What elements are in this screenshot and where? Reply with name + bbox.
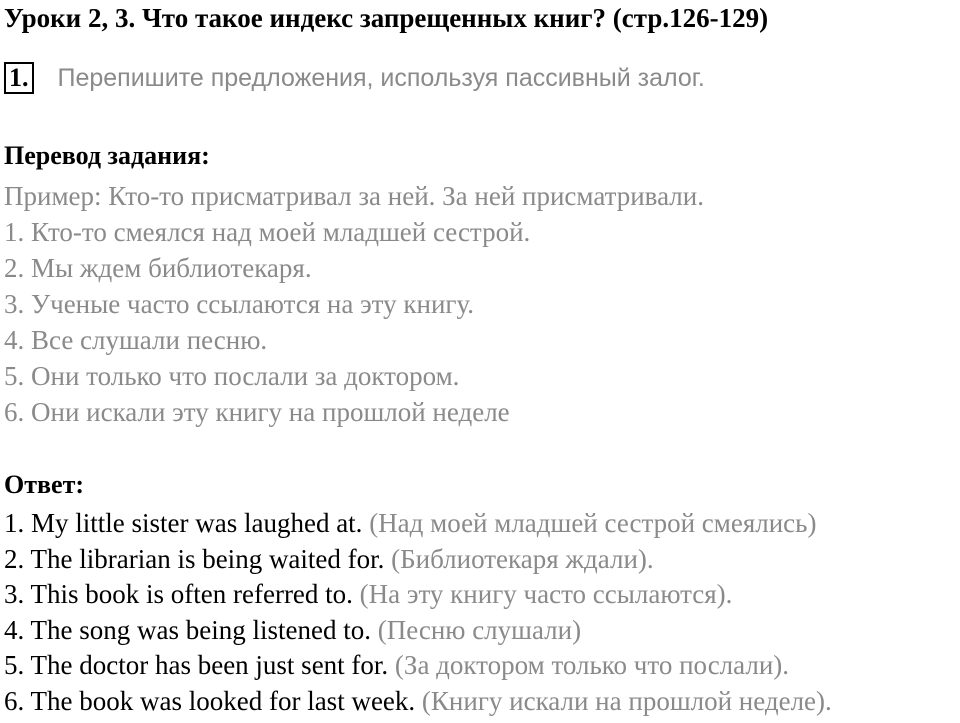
translation-list: [4, 178, 704, 430]
answer-russian: (За доктором только что послали).: [394, 650, 790, 680]
answer-russian: (Песню слушали): [377, 614, 582, 645]
answer-item-6: [4, 684, 832, 720]
answer-item-4: [4, 613, 832, 649]
answer-item-1: [4, 506, 832, 542]
page-title: Уроки 2, 3. Что такое индекс запрещенных книг? (стр.126-129): [4, 3, 769, 33]
answer-russian: (Над моей младшей сестрой смеялись): [369, 508, 817, 538]
answer-item-2: [4, 542, 832, 578]
answer-russian: (На эту книгу часто ссылаются).: [359, 579, 733, 609]
translation-heading: Перевод задания:: [4, 141, 210, 170]
task-instruction: Перепишите предложения, используя пассивный залог.: [57, 63, 705, 92]
task-row: [4, 60, 705, 96]
translation-line-1: 1. Кто-то смеялся над моей младшей сестрой.: [4, 217, 531, 247]
translation-line-4: 4. Все слушали песню.: [4, 325, 268, 355]
translation-line-2: 2. Мы ждем библиотекаря.: [4, 253, 312, 283]
answer-english: 1. My little sister was laughed at.: [4, 508, 363, 538]
answer-item-5: [4, 648, 832, 684]
translation-line-6: 6. Они искали эту книгу на прошлой неделе: [4, 397, 510, 427]
translation-line-example: Пример: Кто-то присматривал за ней. За ней присматривали.: [4, 181, 704, 211]
answer-list: [4, 506, 832, 719]
task-number-box: 1.: [4, 62, 34, 94]
answer-english: 5. The doctor has been just sent for.: [4, 650, 389, 680]
answer-english: 3. This book is often referred to.: [4, 579, 353, 609]
answer-russian: (Библиотекаря ждали).: [391, 543, 654, 574]
answer-item-3: [4, 577, 832, 613]
answer-english: 2. The librarian is being waited for.: [4, 543, 385, 574]
translation-line-5: 5. Они только что послали за доктором.: [4, 361, 460, 391]
answer-english: 6. The book was looked for last week.: [4, 685, 416, 716]
answer-russian: (Книгу искали на прошлой неделе).: [421, 685, 832, 716]
answer-heading: Ответ:: [4, 470, 85, 499]
answer-english: 4. The song was being listened to.: [4, 614, 371, 645]
translation-line-3: 3. Ученые часто ссылаются на эту книгу.: [4, 289, 475, 319]
